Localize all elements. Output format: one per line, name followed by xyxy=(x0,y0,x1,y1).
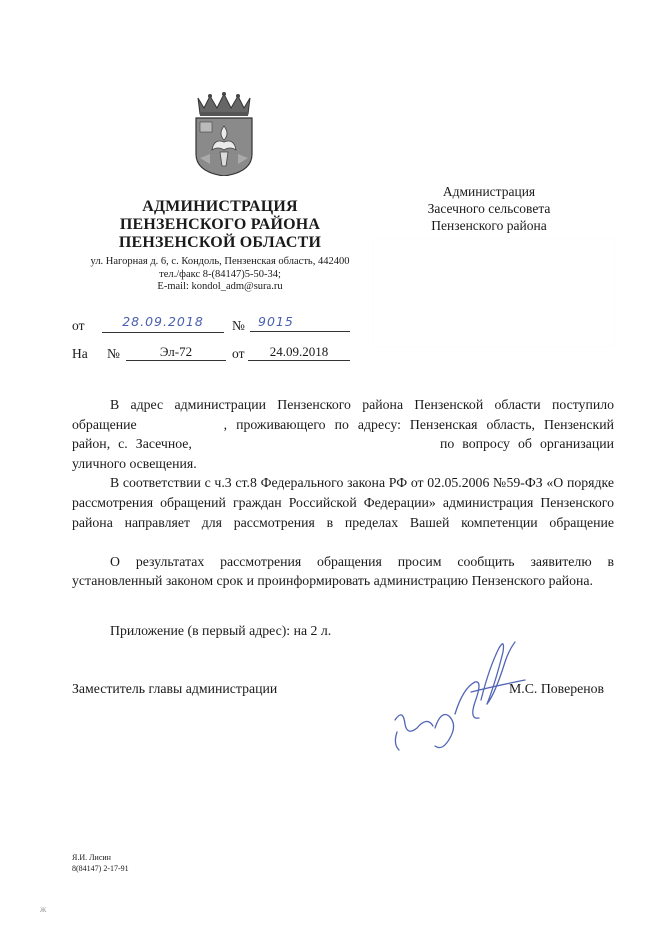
executor-phone: 8(84147) 2-17-91 xyxy=(72,864,129,873)
org-name-line2: ПЕНЗЕНСКОГО РАЙОНА xyxy=(119,216,321,233)
sender-block xyxy=(70,198,370,294)
signer-title: Заместитель главы администрации xyxy=(72,681,278,696)
attachment-note: Приложение (в первый адрес): на 2 л. xyxy=(110,623,332,638)
addressee-line2: Засечного сельсовета xyxy=(427,201,551,216)
sender-email: E-mail: kondol_adm@sura.ru xyxy=(157,281,283,292)
addressee-line1: Администрация xyxy=(442,184,536,199)
addressee-line3: Пензенского района xyxy=(431,218,547,233)
letter-body xyxy=(72,395,614,591)
handwritten-signature xyxy=(375,628,550,768)
incoming-date: 24.09.2018 xyxy=(248,344,350,361)
sender-address-line1: ул. Нагорная д. 6, с. Кондоль, Пензенская область, 442400 xyxy=(90,256,350,267)
coat-of-arms-icon xyxy=(190,92,258,176)
incoming-number-label: № xyxy=(107,346,120,361)
outgoing-from-label: от xyxy=(72,318,85,333)
addressee-block xyxy=(400,183,578,234)
redacted-street xyxy=(200,439,432,451)
paragraph-1-part3: по вопросу об организации уличного освещения. xyxy=(72,436,615,471)
paragraph-2-part1: В соответствии с ч.3 ст.8 Федерального закона РФ от 02.05.2006 №59-ФЗ «О порядке рассмотрения обращений граждан Российской Федерации» администрация Пензенского района направляет для рассмотрения в пределах Вашей компетенции обращение xyxy=(72,475,614,530)
sender-phone: тел./факс 8-(84147)5-50-34; xyxy=(159,268,281,280)
sender-address xyxy=(70,256,370,294)
stray-mark: ж xyxy=(40,904,47,914)
redacted-name xyxy=(146,419,224,431)
org-name-line3: ПЕНЗЕНСКОЙ ОБЛАСТИ xyxy=(118,234,322,251)
executor-info xyxy=(72,852,129,874)
org-name-line1: АДМИНИСТРАЦИЯ xyxy=(142,198,298,215)
paragraph-1-part2: , проживающего по адресу: Пензенская область, Пензенский район, с. Засечное, xyxy=(72,416,615,452)
outgoing-date: 28.09.2018 xyxy=(102,314,224,333)
incoming-number: Эл-72 xyxy=(126,344,226,361)
incoming-from-label: от xyxy=(232,346,245,361)
outgoing-number: 9015 xyxy=(250,314,350,332)
signer-name: М.С. Поверенов xyxy=(509,681,605,696)
paragraph-3: О результатах рассмотрения обращения просим сообщить заявителю в установленный законом срок и проинформировать администрацию Пензенского района. xyxy=(72,553,614,589)
executor-name: Я.И. Лисин xyxy=(72,853,111,862)
paragraph-2 xyxy=(72,473,614,551)
paragraph-1 xyxy=(72,395,614,473)
redacted-address-area xyxy=(374,239,614,346)
paragraph-1-part1: В адрес администрации Пензенского района Пензенской области поступило обращение xyxy=(72,397,614,432)
outgoing-number-label: № xyxy=(232,318,245,333)
redacted-name-2 xyxy=(72,537,142,549)
incoming-on-label: На xyxy=(72,346,88,361)
